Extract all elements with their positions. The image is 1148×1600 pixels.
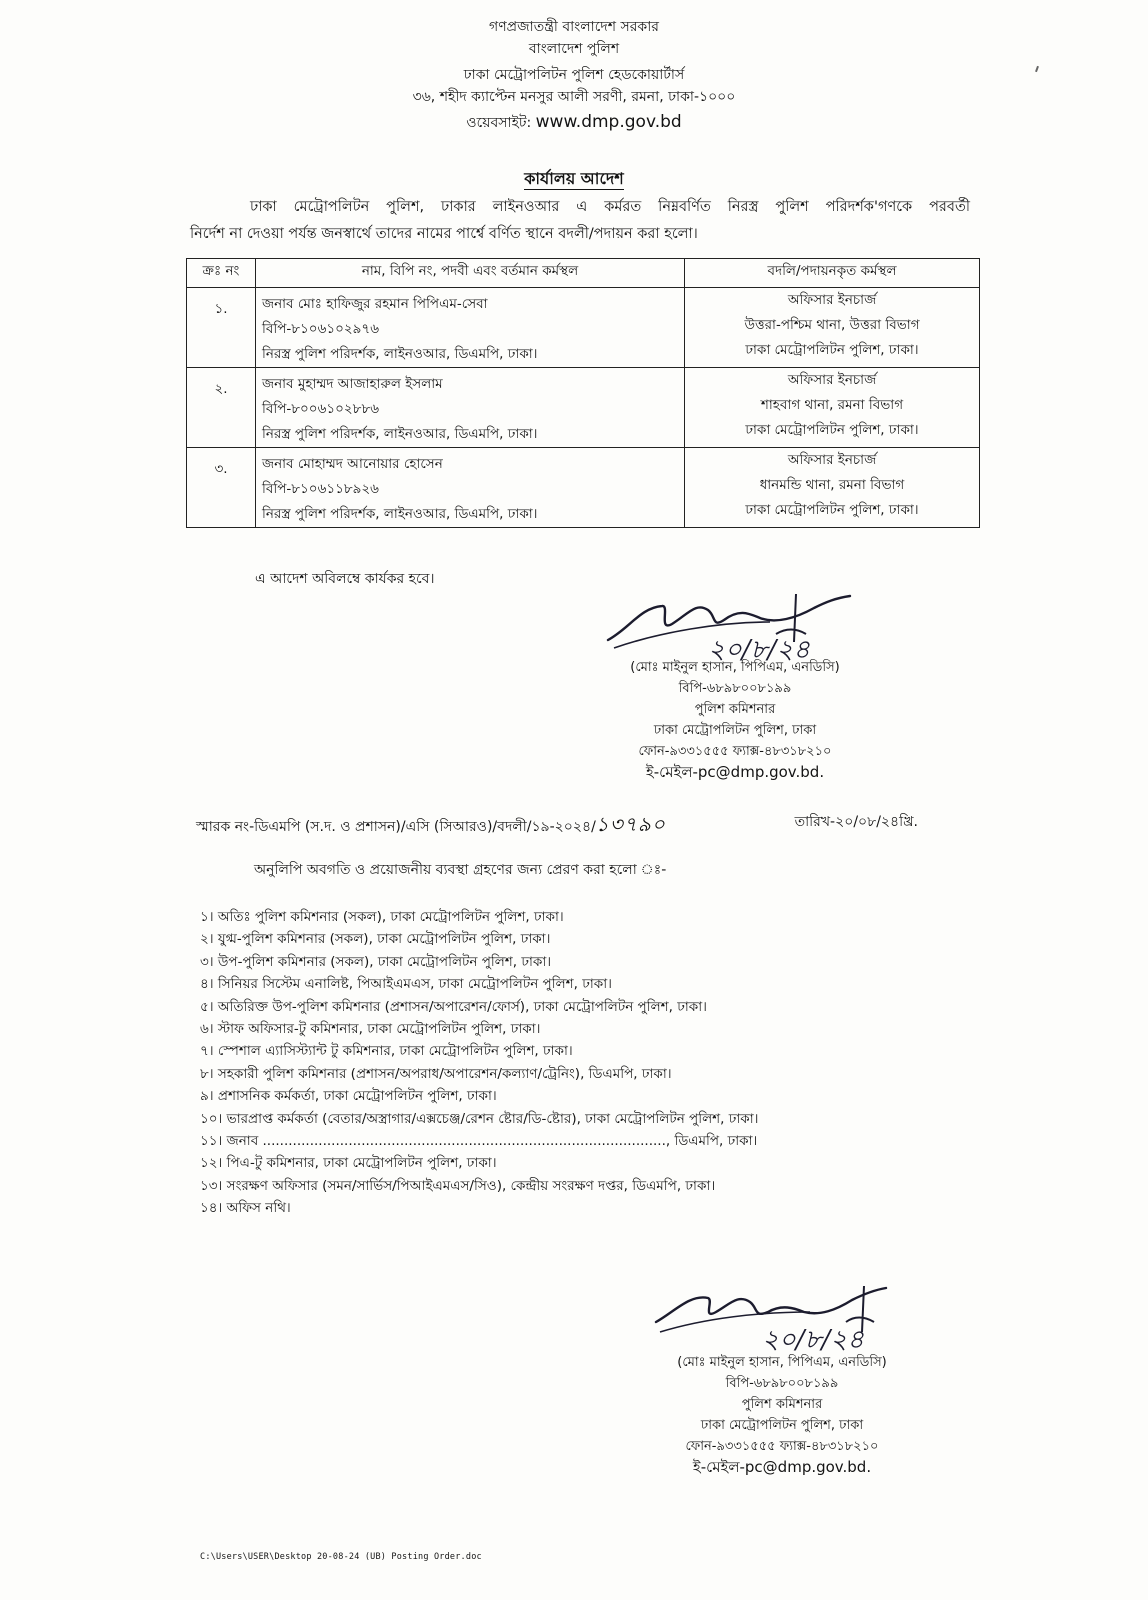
signature-block-2 xyxy=(632,1352,932,1478)
posting-title: অফিসার ইনচার্জ xyxy=(787,452,877,468)
list-item: ৪। সিনিয়র সিস্টেম এনালিষ্ট, পিআইএমএস, ঢাকা মেট্রোপলিটন পুলিশ, ঢাকা। xyxy=(200,976,612,993)
posting-unit: ঢাকা মেট্রোপলিটন পুলিশ, ঢাকা। xyxy=(745,502,919,518)
signatory-bp: বিপি-৬৮৯৮০০৮১৯৯ xyxy=(678,681,792,696)
row-serial: ৩. xyxy=(187,448,256,528)
memo-handwritten-number: ১৩৭৯০ xyxy=(595,812,666,836)
signatory-phone-fax: ফোন-৯৩৩১৫৫৫ ফ্যাক্স-৪৮৩১৮২১০ xyxy=(685,1439,879,1454)
list-item: ১৪। অফিস নথি। xyxy=(200,1200,291,1217)
list-item: ৮। সহকারী পুলিশ কমিশনার (প্রশাসন/অপরাধ/অপারেশন/কল্যাণ/ট্রেনিং), ডিএমপি, ঢাকা। xyxy=(200,1065,672,1082)
signatory-email: ই-মেইল-pc@dmp.gov.bd. xyxy=(692,1458,872,1476)
table-header-row xyxy=(187,259,980,288)
posting-station: ধানমন্ডি থানা, রমনা বিভাগ xyxy=(759,477,905,493)
list-item: ১। অতিঃ পুলিশ কমিশনার (সকল), ঢাকা মেট্রোপলিটন পুলিশ, ঢাকা। xyxy=(200,909,564,925)
signatory-email: ই-মেইল-pc@dmp.gov.bd. xyxy=(645,763,825,781)
list-item: ১২। পিএ-টু কমিশনার, ঢাকা মেট্রোপলিটন পুলিশ, ঢাকা। xyxy=(200,1155,497,1172)
list-item: ১১। জনাব .............................................................................................., ডিএমপি, ঢাকা। xyxy=(200,1133,758,1150)
letterhead-website xyxy=(0,111,1148,134)
list-item: ২। যুগ্ম-পুলিশ কমিশনার (সকল), ঢাকা মেট্রোপলিটন পুলিশ, ঢাকা। xyxy=(200,931,551,948)
signatory-designation: পুলিশ কমিশনার xyxy=(694,702,776,717)
signature-date-1: ২০/৮/২৪ xyxy=(708,635,810,665)
officer-name: জনাব মোঃ হাফিজুর রহমান পিপিএম-সেবা xyxy=(262,296,488,312)
letterhead-address: ৩৬, শহীদ ক্যাপ্টেন মনসুর আলী সরণী, রমনা, ঢাকা-১০০০ xyxy=(412,89,736,105)
signatory-name: (মোঃ মাইনুল হাসান, পিপিএম, এনডিসি) xyxy=(677,1355,887,1370)
signature-date-2: ২০/৮/২৪ xyxy=(762,1325,864,1355)
letterhead xyxy=(0,16,1148,134)
row-new-posting xyxy=(685,448,980,528)
handwritten-signature-1 xyxy=(600,588,870,666)
list-item: ৩। উপ-পুলিশ কমিশনার (সকল), ঢাকা মেট্রোপলিটন পুলিশ, ঢাকা। xyxy=(200,953,552,970)
row-officer xyxy=(256,448,685,528)
list-item: ১০। ভারপ্রাপ্ত কর্মকর্তা (বেতার/অস্ত্রাগার/এক্সচেঞ্জ/রেশন ষ্টোর/ডি-ষ্টোর), ঢাকা মেট্রোপলিটন পুলিশ, ঢাকা। xyxy=(200,1110,759,1127)
handwritten-signature-2 xyxy=(650,1282,900,1360)
signatory-designation: পুলিশ কমিশনার xyxy=(741,1397,823,1412)
list-item: ৭। স্পেশাল এ্যাসিস্ট্যান্ট টু কমিশনার, ঢাকা মেট্রোপলিটন পুলিশ, ঢাকা। xyxy=(200,1043,573,1060)
col-new-posting: বদলি/পদায়নকৃত কর্মস্থল xyxy=(685,259,980,288)
officer-name: জনাব মোহাম্মদ আনোয়ার হোসেন xyxy=(262,456,443,472)
signatory-phone-fax: ফোন-৯৩৩১৫৫৫ ফ্যাক্স-৪৮৩১৮২১০ xyxy=(638,744,832,759)
posting-title: অফিসার ইনচার্জ xyxy=(787,372,877,388)
letterhead-dmp-hq: ঢাকা মেট্রোপলিটন পুলিশ হেডকোয়ার্টার্স xyxy=(463,67,685,83)
signature-block-1 xyxy=(585,657,885,783)
row-serial: ২. xyxy=(187,368,256,448)
officer-name: জনাব মুহাম্মদ আজাহারুল ইসলাম xyxy=(262,376,443,392)
row-new-posting xyxy=(685,288,980,368)
officer-current-post: নিরস্ত্র পুলিশ পরিদর্শক, লাইনওআর, ডিএমপি, ঢাকা। xyxy=(262,506,538,522)
intro-line-2: নির্দেশ না দেওয়া পর্যন্ত জনস্বার্থে তাদের নামের পার্শ্বে বর্ণিত স্থানে বদলী/পদায়ন করা হলো। xyxy=(190,226,698,242)
distribution-list xyxy=(200,906,920,1220)
memo-date: তারিখ-২০/০৮/২৪খ্রি. xyxy=(794,814,918,830)
effective-immediately-note: এ আদেশ অবিলম্বে কার্যকর হবে। xyxy=(255,571,435,587)
list-item: ৯। প্রশাসনিক কর্মকর্তা, ঢাকা মেট্রোপলিটন পুলিশ, ঢাকা। xyxy=(200,1088,497,1105)
posting-station: শাহবাগ থানা, রমনা বিভাগ xyxy=(760,397,904,413)
posting-unit: ঢাকা মেট্রোপলিটন পুলিশ, ঢাকা। xyxy=(745,342,919,358)
website-url: www.dmp.gov.bd xyxy=(535,112,682,132)
letterhead-government: গণপ্রজাতন্ত্রী বাংলাদেশ সরকার xyxy=(489,19,659,35)
posting-unit: ঢাকা মেট্রোপলিটন পুলিশ, ঢাকা। xyxy=(745,422,919,438)
row-officer xyxy=(256,368,685,448)
posting-station: উত্তরা-পশ্চিম থানা, উত্তরা বিভাগ xyxy=(744,317,920,333)
table-row xyxy=(187,288,980,368)
list-item: ৬। স্টাফ অফিসার-টু কমিশনার, ঢাকা মেট্রোপলিটন পুলিশ, ঢাকা। xyxy=(200,1021,541,1038)
row-officer xyxy=(256,288,685,368)
officer-bp: বিপি-৮০০৬১০২৮৮৬ xyxy=(262,401,379,417)
document-title: কার্যালয় আদেশ xyxy=(524,169,624,188)
row-serial: ১. xyxy=(187,288,256,368)
posting-title: অফিসার ইনচার্জ xyxy=(787,292,877,308)
table-row xyxy=(187,448,980,528)
copy-distribution-intro: অনুলিপি অবগতি ও প্রয়োজনীয় ব্যবস্থা গ্রহণের জন্য প্রেরণ করা হলো ঃ- xyxy=(254,862,667,878)
file-path-footer: C:\Users\USER\Desktop 20-08-24 (UB) Posting Order.doc xyxy=(200,1552,482,1562)
officer-current-post: নিরস্ত্র পুলিশ পরিদর্শক, লাইনওআর, ডিএমপি, ঢাকা। xyxy=(262,346,538,362)
memo-reference-line xyxy=(196,810,926,843)
transfer-table xyxy=(186,258,980,528)
memo-number-prefix: স্মারক নং-ডিএমপি (স.দ. ও প্রশাসন)/এসি (সিআরও)/বদলী/১৯-২০২৪/ xyxy=(196,819,596,835)
table-row xyxy=(187,368,980,448)
list-item: ৫। অতিরিক্ত উপ-পুলিশ কমিশনার (প্রশাসন/অপারেশন/ফোর্স), ঢাকা মেট্রোপলিটন পুলিশ, ঢাকা। xyxy=(200,998,707,1015)
officer-bp: বিপি-৮১০৬১১৮৯২৬ xyxy=(262,481,379,497)
intro-line-1: ঢাকা মেট্রোপলিটন পুলিশ, ঢাকার লাইনওআর এ কর্মরত নিম্নবর্ণিত নিরস্ত্র পুলিশ পরিদর্শক'গণকে পরবর্তী xyxy=(250,199,970,215)
row-new-posting xyxy=(685,368,980,448)
website-label: ওয়েবসাইট: xyxy=(466,115,532,131)
officer-current-post: নিরস্ত্র পুলিশ পরিদর্শক, লাইনওআর, ডিএমপি, ঢাকা। xyxy=(262,426,538,442)
signatory-office: ঢাকা মেট্রোপলিটন পুলিশ, ঢাকা xyxy=(700,1418,864,1433)
order-intro xyxy=(190,194,970,248)
list-item: ১৩। সংরক্ষণ অফিসার (সমন/সার্ভিস/পিআইএমএস/সিও), কেন্দ্রীয় সংরক্ষণ দপ্তর, ডিএমপি, ঢাকা। xyxy=(200,1177,716,1194)
signatory-bp: বিপি-৬৮৯৮০০৮১৯৯ xyxy=(725,1376,839,1391)
col-name-details: নাম, বিপি নং, পদবী এবং বর্তমান কর্মস্থল xyxy=(256,259,685,288)
officer-bp: বিপি-৮১০৬১০২৯৭৬ xyxy=(262,321,379,337)
signatory-office: ঢাকা মেট্রোপলিটন পুলিশ, ঢাকা xyxy=(653,723,817,738)
col-serial: ক্রঃ নং xyxy=(187,259,256,288)
signatory-name: (মোঃ মাইনুল হাসান, পিপিএম, এনডিসি) xyxy=(630,660,840,675)
letterhead-police: বাংলাদেশ পুলিশ xyxy=(528,41,620,57)
